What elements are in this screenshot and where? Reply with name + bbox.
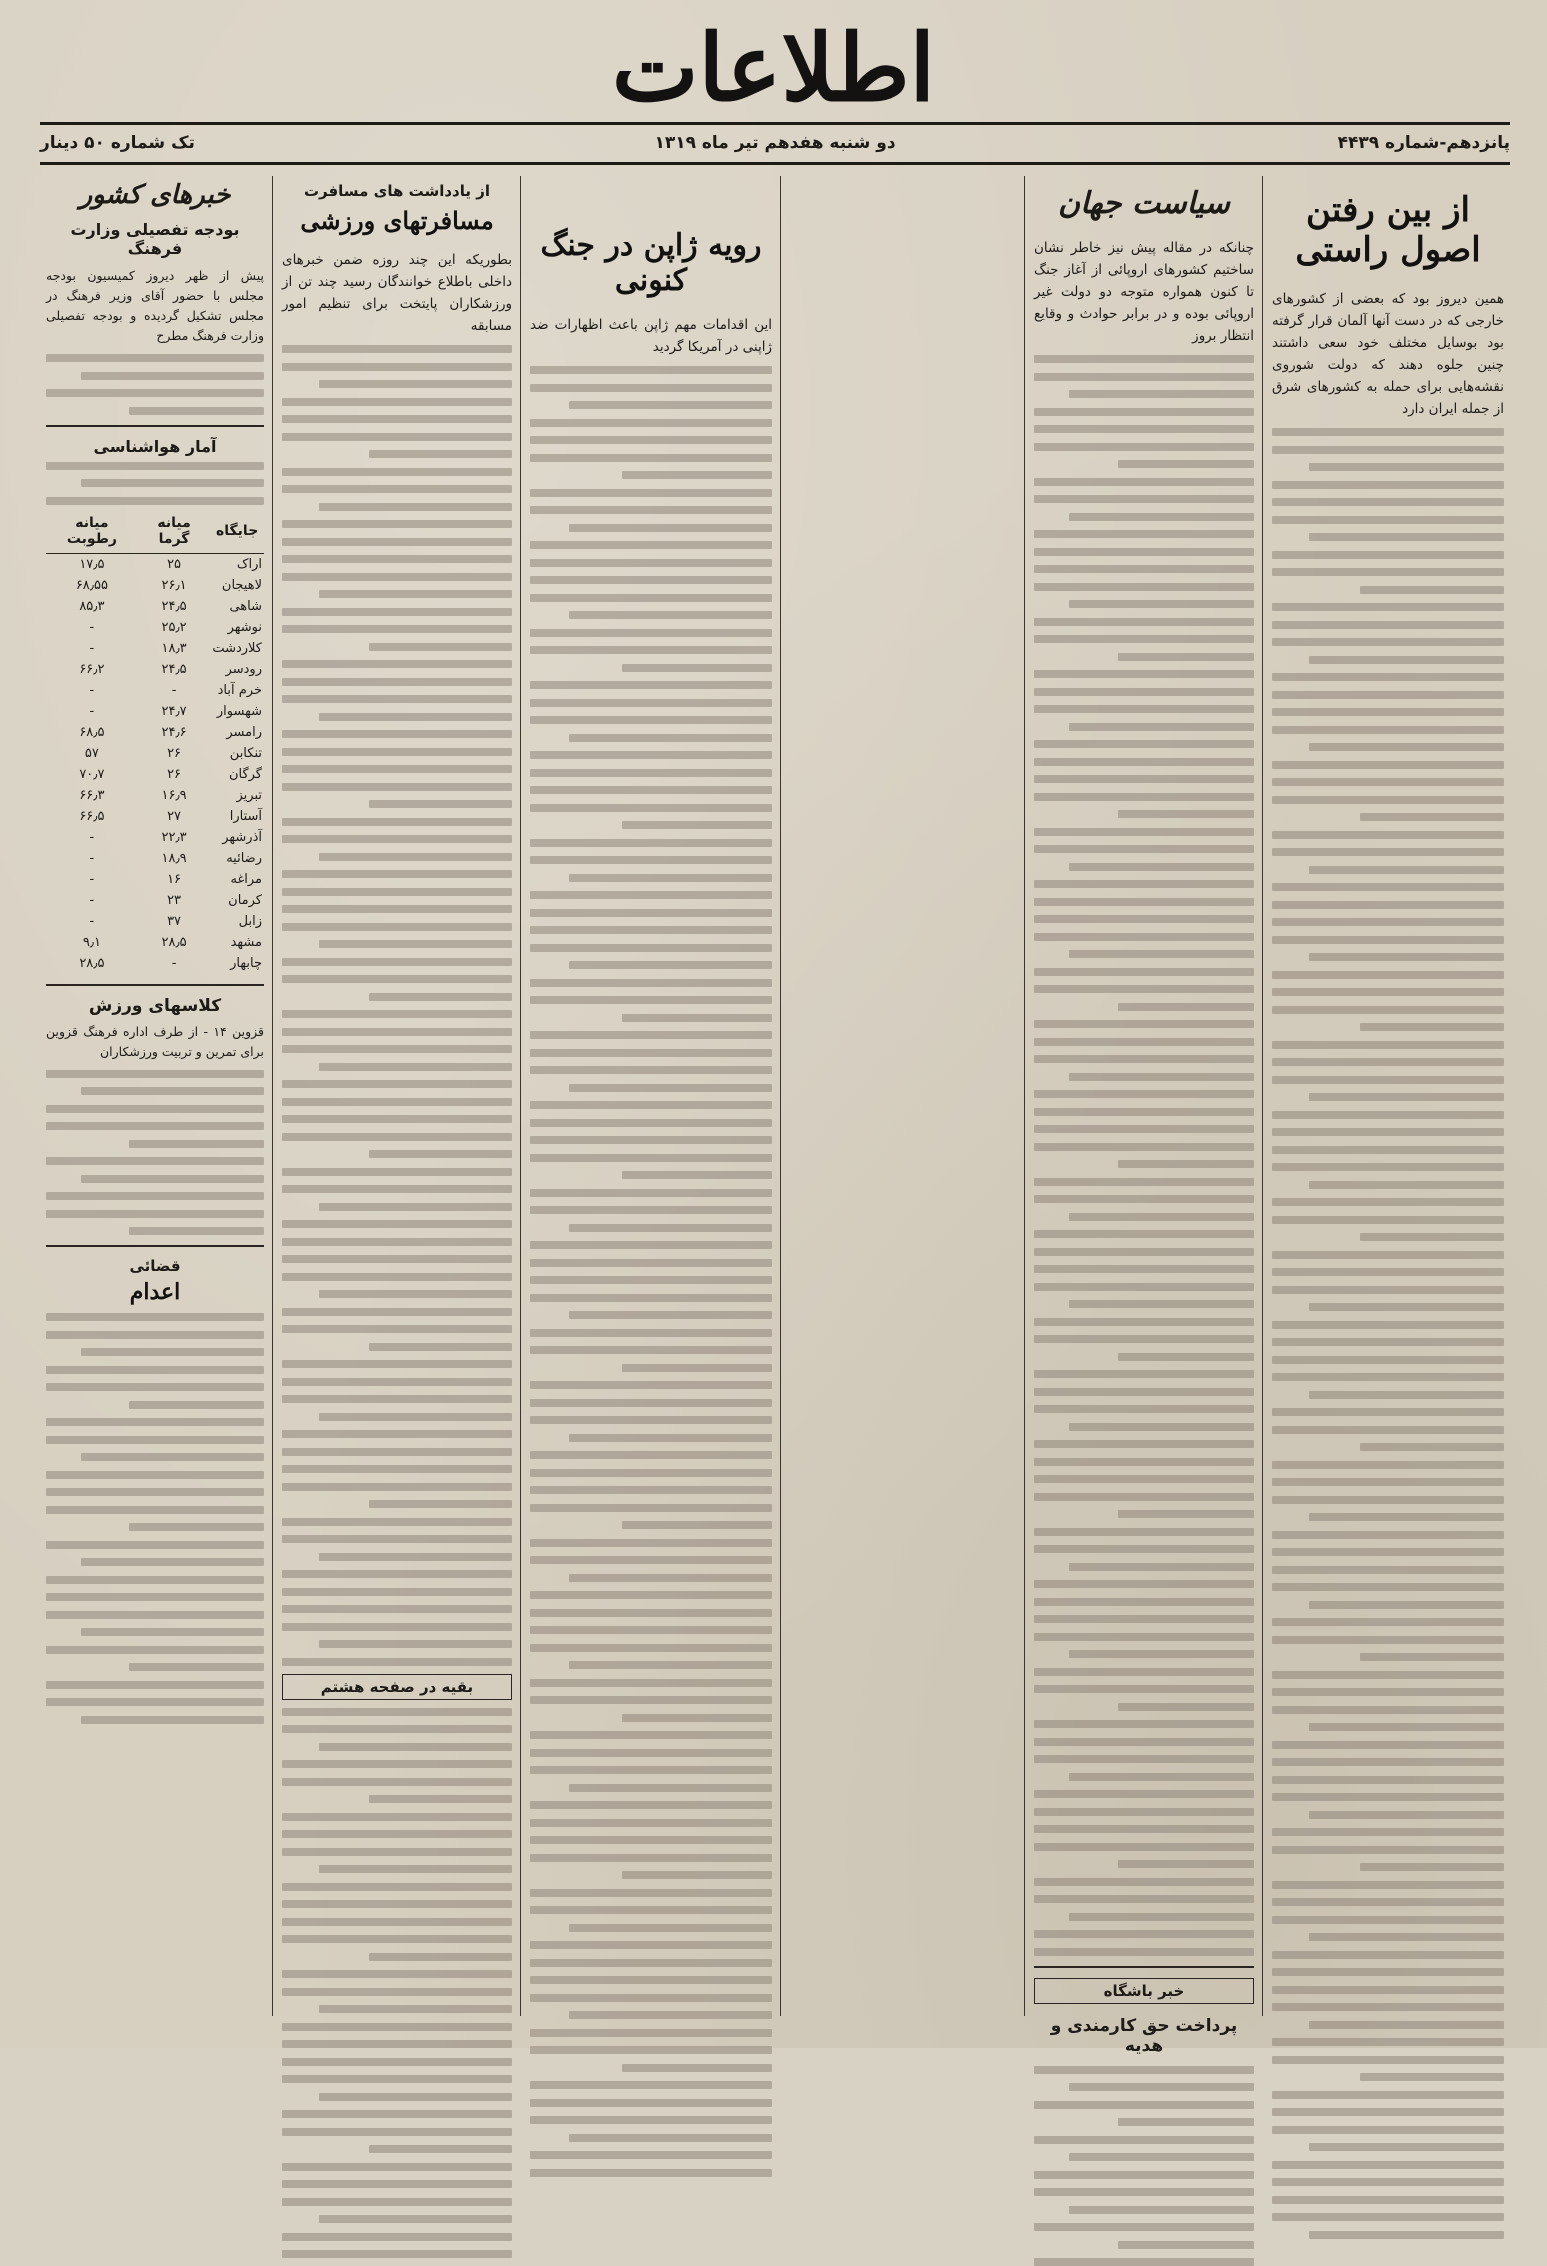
weather-humidity: - [46,680,138,701]
weather-temp: ۲۴٫۶ [138,722,211,743]
table-row [46,680,264,701]
weather-city: گرگان [210,764,264,785]
issue-price: تک شماره ۵۰ دینار [40,133,195,153]
table-row [46,848,264,869]
table-row [46,638,264,659]
masthead-rule-bottom [40,162,1510,165]
budget-headline: بودجه تفصیلی وزارت فرهنگ [46,220,264,258]
japan-article-body [530,366,772,2177]
weather-humidity: ۹٫۱ [46,932,138,953]
club-notice-tag: خبر باشگاه [1034,1978,1254,2004]
court-body [46,1313,264,1724]
table-row [46,911,264,932]
world-politics-body [1034,355,1254,1956]
weather-temp: ۱۶٫۹ [138,785,211,806]
issue-number: پانزدهم-شماره ۴۴۳۹ [1338,133,1510,153]
weather-humidity: - [46,638,138,659]
weather-humidity: ۸۵٫۳ [46,596,138,617]
weather-city: رضائیه [210,848,264,869]
weather-humidity: ۲۸٫۵ [46,953,138,974]
world-politics-headline: سیاست جهان [1034,186,1254,221]
weather-city: زابل [210,911,264,932]
weather-city: رودسر [210,659,264,680]
weather-humidity: - [46,890,138,911]
editorial-body [1272,428,1504,2239]
club-notice-body [1034,2066,1254,2266]
japan-article-column [524,176,778,2016]
weather-humidity: ۶۶٫۲ [46,659,138,680]
weather-city: چابهار [210,953,264,974]
weather-humidity: ۶۶٫۵ [46,806,138,827]
weather-temp: ۱۶ [138,869,211,890]
table-row [46,806,264,827]
weather-temp: ۱۸٫۳ [138,638,211,659]
weather-header-city: جایگاه [210,513,264,554]
table-row [46,827,264,848]
table-row [46,701,264,722]
sports-classes-title: کلاسهای ورزش [46,996,264,1016]
sports-travel-body [282,345,512,1666]
japan-article-headline: رویه ژاپن در جنگ کنونی [530,228,772,298]
weather-title: آمار هواشناسی [46,437,264,456]
table-row [46,953,264,974]
weather-humidity: ۷۰٫۷ [46,764,138,785]
table-row [46,743,264,764]
weather-humidity: ۶۸٫۵۵ [46,575,138,596]
weather-humidity: ۶۸٫۵ [46,722,138,743]
table-row [46,764,264,785]
column-divider [520,176,521,2016]
weather-temp: ۲۶٫۱ [138,575,211,596]
weather-humidity: ۱۷٫۵ [46,553,138,575]
court-headline: اعدام [46,1279,264,1305]
table-row [46,553,264,575]
sports-travel-body-2 [282,1708,512,2259]
domestic-news-column [40,176,270,2016]
sports-travel-lead: بطوریکه این چند روزه ضمن خبرهای داخلی باطلاع خوانندگان رسید چند تن از ورزشکاران پایتخت برای تنظیم امور مسابقه [282,249,512,337]
column-divider [1262,176,1263,2016]
weather-city: کرمان [210,890,264,911]
weather-temp: ۲۴٫۵ [138,596,211,617]
weather-city: مشهد [210,932,264,953]
weather-temp: ۲۸٫۵ [138,932,211,953]
budget-body [46,354,264,415]
weather-temp: ۲۵٫۲ [138,617,211,638]
sports-classes-lead: قزوین ۱۴ - از طرف اداره فرهنگ قزوین برای تمرین و تربیت ورزشکاران [46,1022,264,1062]
weather-humidity: - [46,848,138,869]
weather-table [46,513,264,974]
world-politics-lead: چنانکه در مقاله پیش نیز خاطر نشان ساختیم کشورهای اروپائی از آغاز جنگ تا کنون همواره متوجه دو دولت غیر اروپائی بوده و در برابر حوادث و وقایع انتظار بروز [1034,237,1254,347]
club-notice-headline: پرداخت حق کارمندی و هدیه [1034,2016,1254,2056]
dateline [40,128,1510,158]
table-row [46,932,264,953]
weather-temp: - [138,953,211,974]
weather-city: رامسر [210,722,264,743]
sports-rule [46,984,264,986]
weather-city: شاهی [210,596,264,617]
masthead-rule-top [40,122,1510,125]
masthead-title: اطلاعات [612,14,935,122]
world-politics-column [1028,176,1260,2016]
column-divider [780,176,781,2016]
weather-humidity: - [46,617,138,638]
weather-temp: - [138,680,211,701]
weather-city: مراغه [210,869,264,890]
weather-humidity: ۶۶٫۳ [46,785,138,806]
domestic-news-title: خبرهای کشور [46,180,264,210]
weather-city: تنکابن [210,743,264,764]
table-row [46,785,264,806]
column-divider [272,176,273,2016]
weather-city: لاهیجان [210,575,264,596]
weather-city: تبریز [210,785,264,806]
japan-article-lead: این اقدامات مهم ژاپن باعث اظهارات ضد ژاپنی در آمریکا گردید [530,314,772,358]
weather-humidity: - [46,911,138,932]
editorial-headline: از بین رفتن اصول راستی [1272,190,1504,270]
table-row [46,890,264,911]
weather-header-temp: میانه گرما [138,513,211,554]
weather-temp: ۲۶ [138,743,211,764]
court-section-title: قضائی [46,1257,264,1275]
weather-city: نوشهر [210,617,264,638]
weather-temp: ۲۳ [138,890,211,911]
weather-header-humidity: میانه رطوبت [46,513,138,554]
table-row [46,869,264,890]
weather-header-row [46,513,264,554]
weather-humidity: - [46,701,138,722]
table-row [46,596,264,617]
sports-travel-column [276,176,518,2016]
weather-rule [46,425,264,427]
issue-date: دو شنبه هفدهم تیر ماه ۱۳۱۹ [40,133,1510,153]
editorial-column [1266,176,1510,2016]
table-row [46,575,264,596]
weather-humidity: - [46,827,138,848]
weather-temp: ۲۴٫۷ [138,701,211,722]
weather-temp: ۲۷ [138,806,211,827]
weather-city: خرم آباد [210,680,264,701]
sports-travel-topline: از یادداشت های مسافرت [282,182,512,200]
weather-intro [46,462,264,505]
masthead [0,18,1547,118]
table-row [46,617,264,638]
continued-notice: بقیه در صفحه هشتم [282,1674,512,1700]
column-divider [1024,176,1025,2016]
weather-temp: ۲۵ [138,553,211,575]
weather-city: اراک [210,553,264,575]
weather-humidity: ۵۷ [46,743,138,764]
table-row [46,659,264,680]
weather-temp: ۲۲٫۳ [138,827,211,848]
weather-city: آذرشهر [210,827,264,848]
budget-lead: پیش از ظهر دیروز کمیسیون بودجه مجلس با حضور آقای وزیر فرهنگ در مجلس تشکیل گردیده و بودجه تفصیلی وزارت فرهنگ مطرح [46,266,264,346]
notice-rule [1034,1966,1254,1968]
weather-temp: ۱۸٫۹ [138,848,211,869]
editorial-lead: همین دیروز بود که بعضی از کشورهای خارجی که در دست آنها آلمان قرار گرفته بود بوسایل مختلف خود سعی داشتند چنین جلوه دهند که دولت شوروی نقشه‌هایی برای حمله به کشورهای شرق از جمله ایران دارد [1272,288,1504,420]
weather-city: کلاردشت [210,638,264,659]
weather-city: شهسوار [210,701,264,722]
court-rule [46,1245,264,1247]
weather-temp: ۲۴٫۵ [138,659,211,680]
sports-travel-headline: مسافرتهای ورزشی [282,206,512,235]
sports-classes-body [46,1070,264,1236]
weather-humidity: - [46,869,138,890]
weather-temp: ۳۷ [138,911,211,932]
weather-city: آستارا [210,806,264,827]
table-row [46,722,264,743]
weather-temp: ۲۶ [138,764,211,785]
